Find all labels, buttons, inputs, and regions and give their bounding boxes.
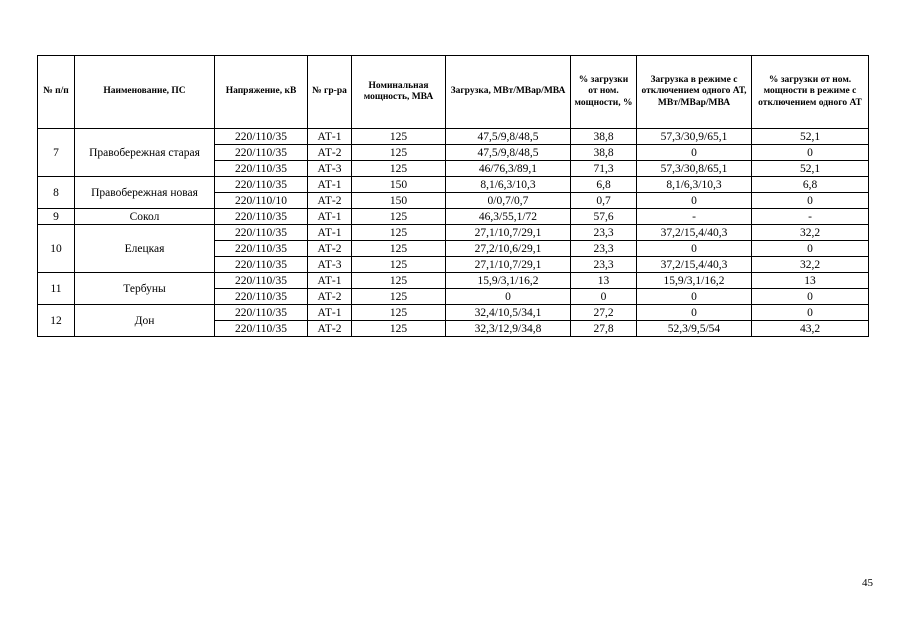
page-number: 45 — [862, 577, 873, 589]
voltage-cell: 220/110/35 — [215, 177, 308, 193]
load-cell: 15,9/3,1/16,2 — [446, 273, 571, 289]
rated-power-cell: 125 — [352, 145, 446, 161]
load-percent-cell: 38,8 — [571, 129, 637, 145]
col-header-load: Загрузка, МВт/МВар/МВА — [446, 56, 571, 129]
load-cell: 0/0,7/0,7 — [446, 193, 571, 209]
load-percent-outage-cell: 13 — [752, 273, 869, 289]
load-outage-cell: 0 — [637, 305, 752, 321]
col-header-num: № п/п — [38, 56, 75, 129]
header-row — [38, 56, 869, 129]
load-outage-cell: 37,2/15,4/40,3 — [637, 225, 752, 241]
rated-power-cell: 150 — [352, 177, 446, 193]
rated-power-cell: 125 — [352, 241, 446, 257]
load-outage-cell: - — [637, 209, 752, 225]
load-percent-cell: 38,8 — [571, 145, 637, 161]
load-percent-cell: 57,6 — [571, 209, 637, 225]
row-number-cell: 9 — [38, 209, 75, 225]
row-number-cell: 7 — [38, 129, 75, 177]
transformer-cell: АТ-1 — [308, 225, 352, 241]
load-cell: 47,5/9,8/48,5 — [446, 129, 571, 145]
substation-name-cell: Дон — [75, 305, 215, 337]
load-percent-outage-cell: 52,1 — [752, 161, 869, 177]
load-percent-outage-cell: 6,8 — [752, 177, 869, 193]
load-outage-cell: 0 — [637, 193, 752, 209]
load-cell: 32,4/10,5/34,1 — [446, 305, 571, 321]
substation-load-table — [37, 55, 869, 337]
transformer-cell: АТ-1 — [308, 273, 352, 289]
table-row — [38, 209, 869, 225]
col-header-load-percent-outage: % загрузки от ном. мощности в режиме с отключением одного АТ — [752, 56, 869, 129]
load-percent-cell: 27,8 — [571, 321, 637, 337]
substation-name-cell: Сокол — [75, 209, 215, 225]
load-percent-cell: 23,3 — [571, 241, 637, 257]
rated-power-cell: 125 — [352, 209, 446, 225]
load-percent-outage-cell: 52,1 — [752, 129, 869, 145]
transformer-cell: АТ-1 — [308, 209, 352, 225]
load-cell: 27,1/10,7/29,1 — [446, 225, 571, 241]
load-percent-outage-cell: 32,2 — [752, 257, 869, 273]
substation-name-cell: Елецкая — [75, 225, 215, 273]
voltage-cell: 220/110/35 — [215, 273, 308, 289]
table-row — [38, 225, 869, 241]
substation-name-cell: Тербуны — [75, 273, 215, 305]
load-percent-cell: 23,3 — [571, 257, 637, 273]
rated-power-cell: 125 — [352, 129, 446, 145]
load-percent-outage-cell: 43,2 — [752, 321, 869, 337]
load-percent-outage-cell: 0 — [752, 305, 869, 321]
load-outage-cell: 52,3/9,5/54 — [637, 321, 752, 337]
rated-power-cell: 125 — [352, 257, 446, 273]
table-row — [38, 273, 869, 289]
rated-power-cell: 125 — [352, 225, 446, 241]
rated-power-cell: 125 — [352, 273, 446, 289]
row-number-cell: 12 — [38, 305, 75, 337]
voltage-cell: 220/110/35 — [215, 257, 308, 273]
load-percent-outage-cell: 0 — [752, 289, 869, 305]
load-cell: 0 — [446, 289, 571, 305]
row-number-cell: 11 — [38, 273, 75, 305]
col-header-transformer: № гр-ра — [308, 56, 352, 129]
voltage-cell: 220/110/35 — [215, 241, 308, 257]
load-percent-cell: 13 — [571, 273, 637, 289]
voltage-cell: 220/110/10 — [215, 193, 308, 209]
transformer-cell: АТ-2 — [308, 193, 352, 209]
load-percent-cell: 6,8 — [571, 177, 637, 193]
load-outage-cell: 37,2/15,4/40,3 — [637, 257, 752, 273]
load-outage-cell: 0 — [637, 145, 752, 161]
transformer-cell: АТ-2 — [308, 241, 352, 257]
load-outage-cell: 0 — [637, 241, 752, 257]
load-percent-cell: 23,3 — [571, 225, 637, 241]
load-percent-outage-cell: - — [752, 209, 869, 225]
transformer-cell: АТ-1 — [308, 177, 352, 193]
load-percent-cell: 0 — [571, 289, 637, 305]
transformer-cell: АТ-3 — [308, 161, 352, 177]
voltage-cell: 220/110/35 — [215, 161, 308, 177]
transformer-cell: АТ-2 — [308, 145, 352, 161]
rated-power-cell: 125 — [352, 289, 446, 305]
table-header — [38, 56, 869, 129]
load-percent-outage-cell: 32,2 — [752, 225, 869, 241]
substation-name-cell: Правобережная новая — [75, 177, 215, 209]
voltage-cell: 220/110/35 — [215, 289, 308, 305]
load-outage-cell: 57,3/30,8/65,1 — [637, 161, 752, 177]
voltage-cell: 220/110/35 — [215, 145, 308, 161]
col-header-name: Наименование, ПС — [75, 56, 215, 129]
load-outage-cell: 15,9/3,1/16,2 — [637, 273, 752, 289]
table-row — [38, 305, 869, 321]
load-cell: 46,3/55,1/72 — [446, 209, 571, 225]
row-number-cell: 10 — [38, 225, 75, 273]
voltage-cell: 220/110/35 — [215, 305, 308, 321]
rated-power-cell: 125 — [352, 161, 446, 177]
load-outage-cell: 57,3/30,9/65,1 — [637, 129, 752, 145]
load-percent-cell: 0,7 — [571, 193, 637, 209]
load-cell: 47,5/9,8/48,5 — [446, 145, 571, 161]
col-header-load-outage: Загрузка в режиме с отключением одного АТ, МВт/МВар/МВА — [637, 56, 752, 129]
transformer-cell: АТ-2 — [308, 289, 352, 305]
voltage-cell: 220/110/35 — [215, 129, 308, 145]
load-cell: 8,1/6,3/10,3 — [446, 177, 571, 193]
table-row — [38, 129, 869, 145]
transformer-cell: АТ-1 — [308, 129, 352, 145]
row-number-cell: 8 — [38, 177, 75, 209]
transformer-cell: АТ-1 — [308, 305, 352, 321]
transformer-cell: АТ-2 — [308, 321, 352, 337]
voltage-cell: 220/110/35 — [215, 209, 308, 225]
load-percent-outage-cell: 0 — [752, 145, 869, 161]
table-row — [38, 177, 869, 193]
load-percent-cell: 27,2 — [571, 305, 637, 321]
load-outage-cell: 8,1/6,3/10,3 — [637, 177, 752, 193]
col-header-voltage: Напряжение, кВ — [215, 56, 308, 129]
substation-name-cell: Правобережная старая — [75, 129, 215, 177]
load-cell: 46/76,3/89,1 — [446, 161, 571, 177]
load-percent-outage-cell: 0 — [752, 193, 869, 209]
table-body — [38, 129, 869, 337]
load-percent-cell: 71,3 — [571, 161, 637, 177]
voltage-cell: 220/110/35 — [215, 225, 308, 241]
rated-power-cell: 125 — [352, 305, 446, 321]
rated-power-cell: 150 — [352, 193, 446, 209]
load-cell: 27,1/10,7/29,1 — [446, 257, 571, 273]
load-cell: 32,3/12,9/34,8 — [446, 321, 571, 337]
rated-power-cell: 125 — [352, 321, 446, 337]
load-outage-cell: 0 — [637, 289, 752, 305]
load-percent-outage-cell: 0 — [752, 241, 869, 257]
load-cell: 27,2/10,6/29,1 — [446, 241, 571, 257]
col-header-load-percent: % загрузки от ном. мощности, % — [571, 56, 637, 129]
voltage-cell: 220/110/35 — [215, 321, 308, 337]
transformer-cell: АТ-3 — [308, 257, 352, 273]
col-header-rated-power: Номинальная мощность, МВА — [352, 56, 446, 129]
